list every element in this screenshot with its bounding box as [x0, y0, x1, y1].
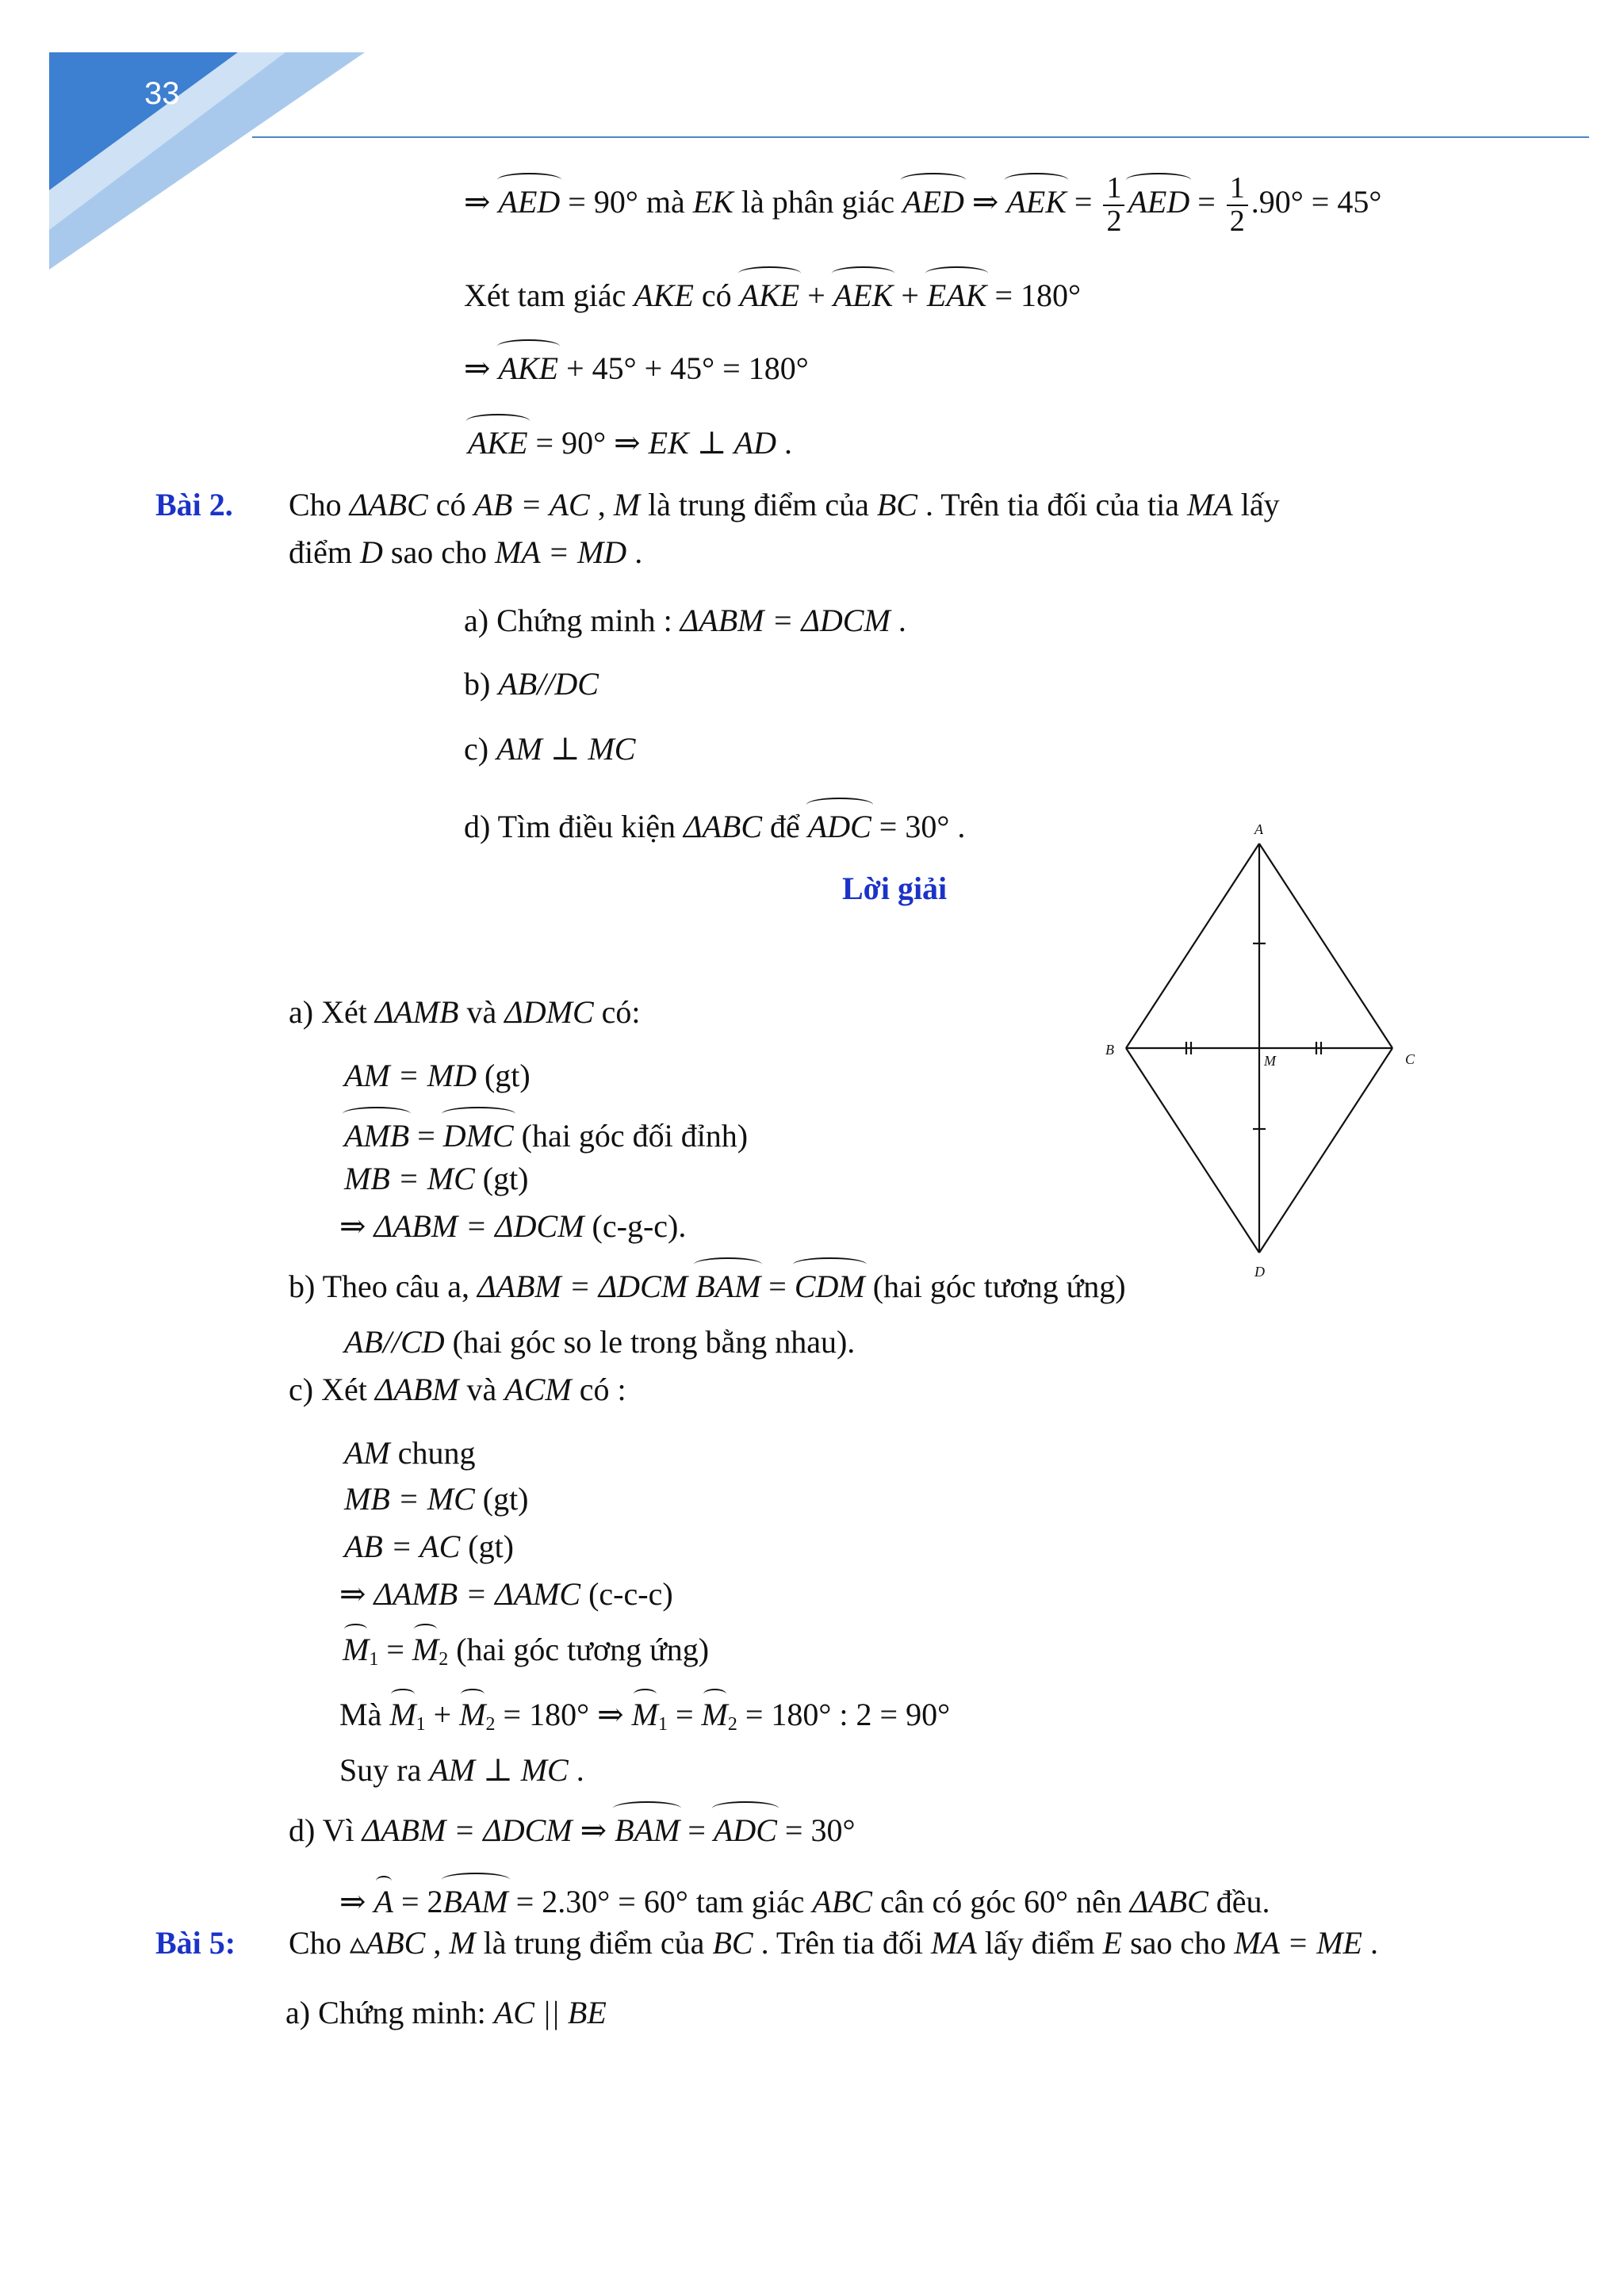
sol-a-line-5: ⇒ ΔABM = ΔDCM (c-g-c).	[339, 1208, 687, 1244]
label-A: A	[1254, 821, 1263, 837]
bai-2-statement-line-2: điểm D sao cho MA = MD .	[289, 534, 643, 570]
continuation-line-2: Xét tam giác AKE có AKE + AEK + EAK = 180°	[464, 273, 1081, 314]
sol-c-line-3: MB = MC (gt)	[344, 1481, 529, 1517]
continuation-line-1: ⇒ AED = 90° mà EK là phân giác AED ⇒ AEK = $\frac{1}{2}$ AED = $\frac{1}{2}$ .90° = 45°	[464, 171, 1382, 238]
figure-lines	[1126, 844, 1392, 1253]
label-B: B	[1105, 1042, 1114, 1058]
label-C: C	[1405, 1051, 1415, 1067]
sol-c-line-2: AM chung	[344, 1435, 476, 1471]
continuation-line-4: AKE = 90° ⇒ EK ⊥ AD .	[468, 420, 792, 461]
label-M: M	[1264, 1053, 1276, 1069]
header-rule	[252, 136, 1589, 138]
sol-d-line-2: ⇒ A = 2BAM = 2.30° = 60° tam giác ABC cân có góc 60° nên ΔABC đều.	[339, 1879, 1270, 1920]
bai-2-label: Bài 2.	[155, 487, 233, 522]
continuation-line-3: ⇒ AKE + 45° + 45° = 180°	[464, 346, 809, 387]
sol-a-line-1: a) Xét ΔAMB và ΔDMC có:	[289, 994, 641, 1030]
bai-2-question-c: c) AM ⊥ MC	[464, 731, 636, 767]
sol-c-line-5: ⇒ ΔAMB = ΔAMC (c-c-c)	[339, 1576, 673, 1612]
sol-c-line-8: Suy ra AM ⊥ MC .	[339, 1752, 584, 1788]
sol-d-line-1: d) Vì ΔABM = ΔDCM ⇒ BAM = ADC = 30°	[289, 1808, 855, 1849]
sol-c-line-6: $M_1 = M_2$ (hai góc tương ứng)	[343, 1632, 710, 1670]
bai-5-question-a: a) Chứng minh: AC || BE	[285, 1995, 607, 2030]
sol-c-line-4: AB = AC (gt)	[344, 1529, 515, 1564]
label-D: D	[1254, 1264, 1265, 1280]
sol-c-line-1: c) Xét ΔABM và ACM có :	[289, 1372, 626, 1407]
sol-a-line-4: MB = MC (gt)	[344, 1161, 529, 1196]
page-number: 33	[144, 76, 180, 111]
bai-2-question-b: b) AB//DC	[464, 666, 599, 702]
sol-b-line-1: b) Theo câu a, ΔABM = ΔDCM BAM = CDM (hai góc tương ứng)	[289, 1264, 1126, 1305]
sol-a-line-2: AM = MD (gt)	[344, 1058, 530, 1093]
bai-2-statement-line-1: Cho ΔABC có AB = AC , M là trung điểm của BC . Trên tia đối của tia MA lấy	[289, 487, 1280, 522]
corner-decoration	[0, 0, 381, 285]
sol-b-line-2: AB//CD (hai góc so le trong bằng nhau).	[344, 1324, 856, 1360]
rhombus-figure	[1094, 817, 1427, 1292]
bai-2-question-a: a) Chứng minh : ΔABM = ΔDCM .	[464, 603, 906, 638]
sol-c-line-7: Mà $M_1 + M_2 = 180^\circ$ ⇒ $M_1 = M_2 = 180^\circ$ : 2 = 90°	[339, 1697, 951, 1735]
bai-2-question-d: d) Tìm điều kiện ΔABC để ADC = 30° .	[464, 804, 965, 845]
bai-5-label: Bài 5:	[155, 1925, 236, 1961]
bai-5-statement: Cho ▵ABC , M là trung điểm của BC . Trên tia đối MA lấy điểm E sao cho MA = ME .	[289, 1925, 1378, 1961]
loi-giai-heading: Lời giải	[842, 871, 948, 906]
sol-a-line-3: AMB = DMC (hai góc đối đỉnh)	[344, 1113, 748, 1154]
